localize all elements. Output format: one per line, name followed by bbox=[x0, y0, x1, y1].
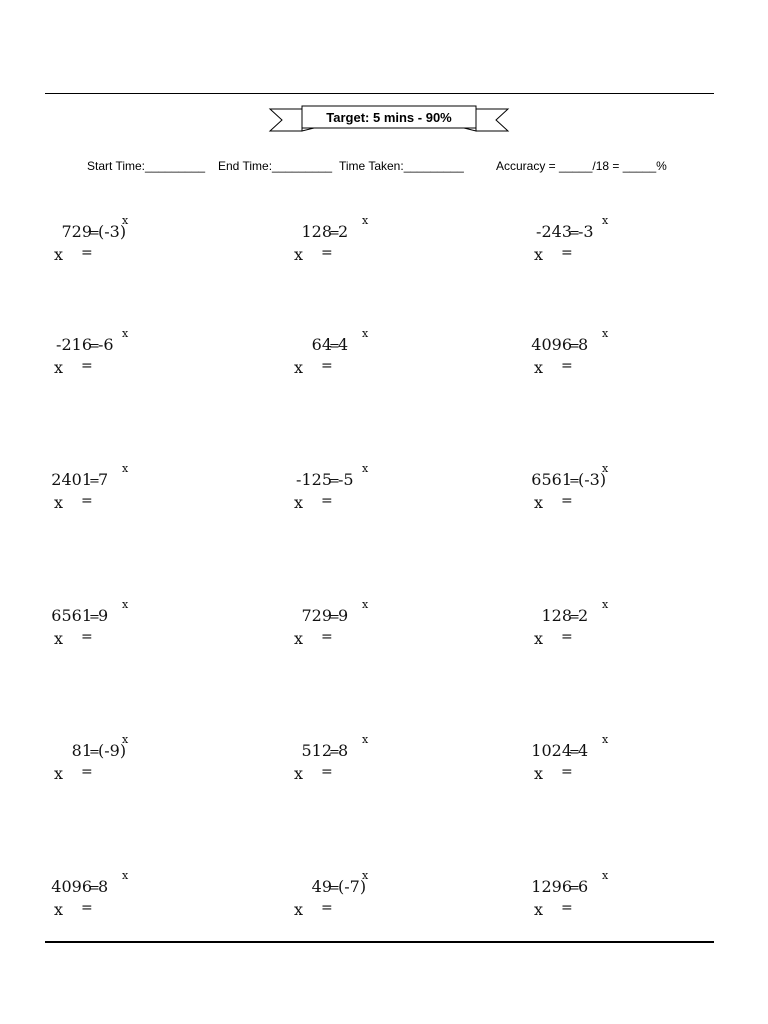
equals-sign: = bbox=[89, 610, 100, 625]
problem-item bbox=[518, 214, 648, 272]
problem-base: -6 bbox=[98, 335, 114, 354]
problem-item bbox=[278, 462, 408, 520]
problem-item bbox=[38, 327, 168, 385]
problem-item bbox=[38, 733, 168, 791]
problem-item bbox=[278, 733, 408, 791]
problem-value: 2401 bbox=[51, 470, 92, 489]
equals-sign: = bbox=[329, 339, 340, 354]
x-variable: x bbox=[294, 764, 304, 783]
problem-base: 6 bbox=[578, 877, 589, 896]
x-variable: x bbox=[54, 245, 64, 264]
problem-item bbox=[38, 462, 168, 520]
exponent: x bbox=[602, 733, 609, 746]
problem-item bbox=[518, 462, 648, 520]
answer-equals: = bbox=[81, 245, 93, 261]
exponent: x bbox=[362, 214, 369, 227]
answer-equals: = bbox=[561, 493, 573, 509]
x-variable: x bbox=[54, 900, 64, 919]
equals-sign: = bbox=[569, 339, 580, 354]
problem-value: 128 bbox=[541, 606, 572, 625]
bottom-rule bbox=[45, 941, 714, 943]
exponent: x bbox=[122, 462, 129, 475]
accuracy-field: Accuracy = _____/18 = _____% bbox=[496, 159, 667, 173]
x-variable: x bbox=[54, 629, 64, 648]
problem-base: (-9) bbox=[98, 741, 127, 760]
exponent: x bbox=[362, 598, 369, 611]
equals-sign: = bbox=[89, 881, 100, 896]
equals-sign: = bbox=[329, 745, 340, 760]
exponent: x bbox=[122, 869, 129, 882]
problem-base: 2 bbox=[578, 606, 589, 625]
problem-base: 9 bbox=[338, 606, 349, 625]
answer-equals: = bbox=[321, 629, 333, 645]
exponent: x bbox=[602, 327, 609, 340]
answer-equals: = bbox=[81, 764, 93, 780]
x-variable: x bbox=[294, 245, 304, 264]
problem-base: 8 bbox=[98, 877, 109, 896]
x-variable: x bbox=[294, 629, 304, 648]
problem-item bbox=[518, 869, 648, 927]
problem-item bbox=[278, 214, 408, 272]
problem-item bbox=[278, 598, 408, 656]
exponent: x bbox=[362, 327, 369, 340]
answer-equals: = bbox=[81, 358, 93, 374]
answer-equals: = bbox=[561, 358, 573, 374]
x-variable: x bbox=[534, 900, 544, 919]
problem-value: 64 bbox=[311, 335, 332, 354]
problem-base: -5 bbox=[338, 470, 354, 489]
answer-equals: = bbox=[321, 764, 333, 780]
exponent: x bbox=[122, 214, 129, 227]
problem-base: 2 bbox=[338, 222, 349, 241]
x-variable: x bbox=[54, 764, 64, 783]
problem-item bbox=[38, 214, 168, 272]
equals-sign: = bbox=[569, 226, 580, 241]
equals-sign: = bbox=[569, 474, 580, 489]
x-variable: x bbox=[54, 358, 64, 377]
problem-base: 8 bbox=[338, 741, 349, 760]
end-time-field: End Time:_________ bbox=[218, 159, 333, 173]
problem-item bbox=[38, 869, 168, 927]
x-variable: x bbox=[534, 764, 544, 783]
equals-sign: = bbox=[329, 881, 340, 896]
exponent: x bbox=[122, 327, 129, 340]
answer-equals: = bbox=[321, 358, 333, 374]
problem-value: -125 bbox=[296, 470, 332, 489]
problem-base: (-3) bbox=[578, 470, 607, 489]
answer-equals: = bbox=[321, 900, 333, 916]
answer-equals: = bbox=[81, 493, 93, 509]
problem-value: 729 bbox=[61, 222, 92, 241]
equals-sign: = bbox=[329, 474, 340, 489]
equals-sign: = bbox=[329, 226, 340, 241]
problem-value: 4096 bbox=[531, 335, 572, 354]
problem-base: (-7) bbox=[338, 877, 367, 896]
problem-base: (-3) bbox=[98, 222, 127, 241]
equals-sign: = bbox=[569, 745, 580, 760]
x-variable: x bbox=[534, 245, 544, 264]
exponent: x bbox=[602, 598, 609, 611]
problem-item bbox=[518, 327, 648, 385]
problem-value: 81 bbox=[71, 741, 92, 760]
problem-value: 6561 bbox=[51, 606, 92, 625]
problem-value: 1296 bbox=[531, 877, 572, 896]
exponent: x bbox=[602, 869, 609, 882]
problem-base: 7 bbox=[98, 470, 109, 489]
problem-value: 4096 bbox=[51, 877, 92, 896]
problem-base: 8 bbox=[578, 335, 589, 354]
time-taken-field: Time Taken:_________ bbox=[339, 159, 464, 173]
answer-equals: = bbox=[81, 629, 93, 645]
problem-value: 6561 bbox=[531, 470, 572, 489]
banner-text: Target: 5 mins - 90% bbox=[326, 110, 452, 125]
exponent: x bbox=[602, 462, 609, 475]
equals-sign: = bbox=[89, 474, 100, 489]
x-variable: x bbox=[534, 493, 544, 512]
problem-item bbox=[278, 327, 408, 385]
problem-base: 4 bbox=[338, 335, 349, 354]
exponent: x bbox=[122, 733, 129, 746]
answer-equals: = bbox=[321, 493, 333, 509]
x-variable: x bbox=[534, 629, 544, 648]
start-time-field: Start Time:_________ bbox=[87, 159, 206, 173]
problem-item bbox=[518, 598, 648, 656]
equals-sign: = bbox=[569, 610, 580, 625]
answer-equals: = bbox=[561, 629, 573, 645]
problem-value: 1024 bbox=[531, 741, 572, 760]
problem-base: -3 bbox=[578, 222, 594, 241]
exponent: x bbox=[362, 869, 369, 882]
problem-value: -216 bbox=[56, 335, 92, 354]
problem-base: 4 bbox=[578, 741, 589, 760]
answer-equals: = bbox=[561, 900, 573, 916]
answer-equals: = bbox=[321, 245, 333, 261]
problem-value: 49 bbox=[311, 877, 332, 896]
problem-value: 729 bbox=[301, 606, 332, 625]
equals-sign: = bbox=[89, 339, 100, 354]
exponent: x bbox=[362, 462, 369, 475]
problem-item bbox=[518, 733, 648, 791]
problem-base: 9 bbox=[98, 606, 109, 625]
answer-equals: = bbox=[561, 764, 573, 780]
equals-sign: = bbox=[569, 881, 580, 896]
problem-item bbox=[278, 869, 408, 927]
x-variable: x bbox=[294, 358, 304, 377]
problem-value: 512 bbox=[301, 741, 332, 760]
answer-equals: = bbox=[81, 900, 93, 916]
problem-value: -243 bbox=[536, 222, 572, 241]
equals-sign: = bbox=[89, 226, 100, 241]
x-variable: x bbox=[294, 493, 304, 512]
exponent: x bbox=[362, 733, 369, 746]
top-rule bbox=[45, 93, 714, 94]
equals-sign: = bbox=[329, 610, 340, 625]
x-variable: x bbox=[54, 493, 64, 512]
problem-item bbox=[38, 598, 168, 656]
answer-equals: = bbox=[561, 245, 573, 261]
problem-value: 128 bbox=[301, 222, 332, 241]
exponent: x bbox=[602, 214, 609, 227]
x-variable: x bbox=[534, 358, 544, 377]
exponent: x bbox=[122, 598, 129, 611]
equals-sign: = bbox=[89, 745, 100, 760]
x-variable: x bbox=[294, 900, 304, 919]
target-banner bbox=[268, 104, 510, 134]
